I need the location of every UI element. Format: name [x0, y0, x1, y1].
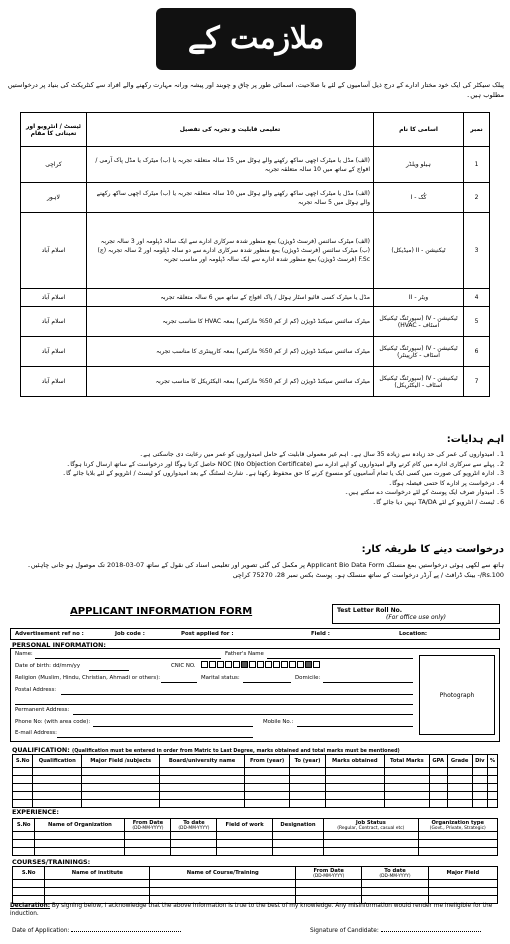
table-row — [13, 888, 498, 896]
cnic-digit-box[interactable] — [209, 661, 216, 668]
table-input-cell[interactable] — [290, 784, 325, 792]
table-input-cell[interactable] — [447, 792, 472, 800]
office-use-label: (For office use only) — [386, 614, 446, 621]
father-name-label: Father's Name — [225, 651, 264, 657]
header-sublabel: (Govt., Private, Strategic) — [429, 825, 486, 831]
father-name-input[interactable] — [267, 658, 413, 659]
header-label: S.No — [15, 758, 30, 764]
table-header-row — [13, 867, 498, 880]
table-input-cell[interactable] — [447, 776, 472, 784]
cnic-digit-box[interactable] — [297, 661, 304, 668]
jobs-header-row — [21, 113, 490, 147]
candidate-signature — [310, 928, 481, 934]
header-label: Grade — [450, 758, 469, 764]
table-input-cell[interactable] — [33, 768, 82, 776]
table-input-cell[interactable] — [82, 800, 160, 808]
job-location: کراچی — [21, 147, 87, 183]
table-input-cell[interactable] — [428, 888, 497, 896]
header-label: Major Field — [446, 870, 480, 876]
jobs-table — [20, 112, 490, 397]
table-input-cell[interactable] — [272, 840, 323, 848]
name-label: Name: — [15, 651, 33, 657]
job-post-name: ٹیکنیشن - IV (سپورٹنگ ٹیکنیکل اسٹاف - HVAC) — [374, 307, 464, 337]
job-number: 4 — [464, 289, 490, 307]
apply-heading: درخواست دینے کا طریقہ کار: — [361, 544, 504, 555]
table-input-cell[interactable] — [244, 776, 289, 784]
qualification-heading-text: QUALIFICATION: — [12, 746, 70, 754]
experience-heading: EXPERIENCE: — [12, 808, 59, 816]
table-input-cell[interactable] — [487, 776, 497, 784]
courses-table — [12, 866, 498, 904]
table-input-cell[interactable] — [325, 768, 384, 776]
table-input-cell[interactable] — [384, 800, 429, 808]
table-header-cell — [447, 755, 472, 768]
table-input-cell[interactable] — [82, 768, 160, 776]
table-header-row — [13, 819, 498, 832]
header-sublabel: (DD-MM-YYYY) — [178, 825, 210, 831]
table-input-cell[interactable] — [125, 848, 171, 856]
table-input-cell[interactable] — [272, 832, 323, 840]
table-input-cell[interactable] — [13, 800, 33, 808]
table-input-cell[interactable] — [160, 784, 245, 792]
note-item: 1۔ امیدواروں کی عمر کی حد زیادہ سے زیادہ 35 سال ہے۔ اہم غیر معمولی قابلیت کے حامل امیدواروں کو عمر میں رعایت دی جاسکتی ہے۔ — [139, 451, 504, 458]
cnic-digit-box[interactable] — [233, 661, 240, 668]
header-label: To (year) — [294, 758, 321, 764]
table-header-cell — [296, 867, 362, 880]
table-input-cell[interactable] — [290, 776, 325, 784]
job-location: اسلام آباد — [21, 307, 87, 337]
table-input-cell[interactable] — [45, 888, 150, 896]
table-input-cell[interactable] — [13, 792, 33, 800]
personal-heading: PERSONAL INFORMATION: — [12, 641, 106, 649]
job-post-name: ٹیکنیشن - II (میڈیکل) — [374, 213, 464, 289]
table-row — [13, 832, 498, 840]
date-input[interactable] — [71, 931, 181, 932]
table-input-cell[interactable] — [418, 848, 497, 856]
table-input-cell[interactable] — [472, 784, 487, 792]
table-input-cell[interactable] — [429, 784, 447, 792]
domicile-label: Domicile: — [295, 675, 321, 681]
declaration-text: By signing below, I acknowledge that the above information is true to the best of my knowledge. Any misinformation would render me ineligible for the induction. — [10, 903, 493, 917]
col-no: نمبر — [464, 113, 490, 147]
table-input-cell[interactable] — [418, 832, 497, 840]
table-row — [13, 776, 498, 784]
table-header-cell — [472, 755, 487, 768]
table-row — [13, 792, 498, 800]
table-input-cell[interactable] — [429, 768, 447, 776]
religion-input[interactable] — [161, 682, 197, 683]
job-post-name: ٹیکنیشن - IV (سپورٹنگ ٹیکنیکل اسٹاف - کارپینٹر) — [374, 337, 464, 367]
table-input-cell[interactable] — [487, 768, 497, 776]
table-header-cell — [125, 819, 171, 832]
table-input-cell[interactable] — [82, 784, 160, 792]
header-label: Marks obtained — [332, 758, 378, 764]
header-label: Designation — [280, 822, 316, 828]
table-input-cell[interactable] — [487, 784, 497, 792]
table-input-cell[interactable] — [447, 768, 472, 776]
table-header-cell — [35, 819, 125, 832]
table-header-cell — [429, 755, 447, 768]
header-label: Field of work — [225, 822, 264, 828]
permanent-label: Permanent Address: — [15, 707, 70, 713]
table-input-cell[interactable] — [13, 784, 33, 792]
postal-label: Postal Address: — [15, 687, 57, 693]
cnic-digit-box[interactable] — [257, 661, 264, 668]
table-input-cell[interactable] — [487, 792, 497, 800]
table-input-cell[interactable] — [428, 880, 497, 888]
job-row — [21, 307, 490, 337]
job-location: اسلام آباد — [21, 337, 87, 367]
table-row — [13, 840, 498, 848]
job-qualification: مڈل یا میٹرک کسی فائیو اسٹار ہوٹل / پاک افواج کے ساتھ میں 6 سالہ متعلقہ تجربہ — [87, 289, 374, 307]
job-qualification: (الف) میٹرک سائنس (فرسٹ ڈویژن) بمع منظور شدہ سرکاری ادارے سے ایک سالہ ڈپلومہ اور 3 سالہ تجربہ (ب) میٹرک سائنس (فرسٹ ڈویژن) بمع منظور شدہ سرکاری ادارے سے دو سالہ ڈپلومہ اور 2 سالہ تجربہ (ج) F.Sc (فرسٹ ڈویژن) بمع منظور شدہ ادارے سے ایک سالہ ڈپلومہ اور مناسب تجربہ — [87, 213, 374, 289]
table-input-cell[interactable] — [418, 840, 497, 848]
table-header-row — [13, 755, 498, 768]
personal-info-box — [10, 648, 500, 742]
table-header-cell — [13, 867, 45, 880]
table-input-cell[interactable] — [325, 784, 384, 792]
table-header-cell — [325, 755, 384, 768]
col-place: ٹیسٹ / انٹرویو اور تعیناتی کا مقام — [21, 113, 87, 147]
header-label: To date — [384, 867, 406, 874]
field-field[interactable]: Field : — [311, 631, 330, 637]
header-label: Name of Organization — [47, 822, 112, 828]
notes-heading: اہم ہدایات: — [446, 434, 504, 445]
table-row — [13, 784, 498, 792]
note-item: 2۔ پہلے سے سرکاری ادارے میں کام کرنے والے امیدواروں کو اپنے ادارے سے (No Objection Certificate) NOC حاصل کرنا ہوگا اور درخواست کے ساتھ ارسال کرنا ہوگا۔ — [66, 460, 504, 468]
signature-label: Signature of Candidate: — [310, 928, 379, 934]
table-header-cell — [428, 867, 497, 880]
signature-input[interactable] — [381, 931, 481, 932]
table-input-cell[interactable] — [429, 792, 447, 800]
job-number: 2 — [464, 183, 490, 213]
table-input-cell[interactable] — [429, 776, 447, 784]
email-label: E-mail Address: — [15, 730, 57, 736]
table-input-cell[interactable] — [82, 792, 160, 800]
table-input-cell[interactable] — [384, 784, 429, 792]
job-post-name: ٹیکنیشن - IV (سپورٹنگ ٹیکنیکل اسٹاف - الیکٹریکل) — [374, 367, 464, 397]
header-sublabel: (Regular, Contract, casual etc) — [337, 825, 405, 831]
mobile-label: Mobile No.: — [263, 719, 294, 725]
job-qualification: میٹرک سائنس سیکنڈ ڈویژن (کم از کم 50% مارکس) بمعہ کارپینٹری کا مناسب تجربہ — [87, 337, 374, 367]
table-input-cell[interactable] — [13, 848, 35, 856]
cnic-digit-box[interactable] — [273, 661, 280, 668]
job-advertisement-page — [6, 4, 504, 940]
table-row — [13, 880, 498, 888]
table-input-cell[interactable] — [362, 888, 428, 896]
table-header-cell — [13, 819, 35, 832]
cnic-digit-box[interactable] — [265, 661, 272, 668]
job-row — [21, 337, 490, 367]
header-label: Job Status — [355, 819, 386, 826]
table-input-cell[interactable] — [13, 888, 45, 896]
cnic-label: CNIC NO. — [171, 663, 196, 669]
job-code-field[interactable]: Job code : — [115, 631, 145, 637]
job-row — [21, 289, 490, 307]
table-input-cell[interactable] — [384, 792, 429, 800]
cnic-digit-box[interactable] — [289, 661, 296, 668]
header-label: Board/university name — [168, 758, 236, 764]
email-input[interactable] — [57, 737, 253, 738]
note-item: 6۔ ٹیسٹ / انٹرویو کے لئے TA/DA نہیں دیا جائے گا۔ — [372, 498, 504, 506]
table-input-cell[interactable] — [33, 792, 82, 800]
header-label: Name of Course/Training — [186, 870, 259, 876]
table-input-cell[interactable] — [171, 848, 217, 856]
cnic-digit-box[interactable] — [305, 661, 312, 668]
religion-label: Religion (Muslim, Hindu, Christian, Ahmadi or others): — [15, 675, 161, 681]
job-location: اسلام آباد — [21, 289, 87, 307]
note-item: 3۔ ادارہ انٹرویو کی صورت میں کسی ایک یا تمام آسامیوں کو منسوخ کرنے کا حق محفوظ رکھتا ہے۔ شارٹ لسٹنگ کے بعد امیدواروں کو ٹیسٹ / انٹرویو کے لئے بلایا جائے گا۔ — [62, 470, 504, 477]
table-input-cell[interactable] — [150, 880, 296, 888]
job-number: 6 — [464, 337, 490, 367]
table-header-cell — [290, 755, 325, 768]
declaration — [10, 902, 500, 918]
table-input-cell[interactable] — [290, 800, 325, 808]
table-input-cell[interactable] — [244, 768, 289, 776]
table-input-cell[interactable] — [324, 848, 418, 856]
job-row — [21, 147, 490, 183]
courses-heading: COURSES/TRAININGS: — [12, 858, 91, 866]
declaration-label: Declaration: — [10, 903, 51, 909]
header-label: From Date — [313, 867, 344, 874]
table-input-cell[interactable] — [33, 784, 82, 792]
header-label: From (year) — [250, 758, 285, 764]
job-location: اسلام آباد — [21, 213, 87, 289]
table-input-cell[interactable] — [384, 776, 429, 784]
table-input-cell[interactable] — [290, 768, 325, 776]
table-input-cell[interactable] — [429, 800, 447, 808]
table-input-cell[interactable] — [171, 832, 217, 840]
table-header-cell — [160, 755, 245, 768]
table-input-cell[interactable] — [125, 832, 171, 840]
form-title: APPLICANT INFORMATION FORM — [70, 606, 253, 617]
header-sublabel: (DD-MM-YYYY) — [132, 825, 164, 831]
table-header-cell — [418, 819, 497, 832]
qualification-heading — [12, 746, 400, 754]
table-input-cell[interactable] — [13, 880, 45, 888]
job-number: 1 — [464, 147, 490, 183]
note-item: 4۔ درخواست پر ادارے کا حتمی فیصلہ ہوگا۔ — [388, 479, 504, 487]
table-input-cell[interactable] — [244, 800, 289, 808]
table-input-cell[interactable] — [217, 840, 272, 848]
qualification-note: (Qualification must be entered in order from Matric to Last Degree, marks obtained and total marks must be mentioned) — [72, 749, 400, 754]
header-label: Organization type — [431, 819, 485, 826]
header-label: S.No — [21, 870, 36, 876]
table-input-cell[interactable] — [33, 776, 82, 784]
job-post-name: کُک - I — [374, 183, 464, 213]
table-header-cell — [150, 867, 296, 880]
col-post: اسامی کا نام — [374, 113, 464, 147]
table-input-cell[interactable] — [125, 840, 171, 848]
table-input-cell[interactable] — [160, 792, 245, 800]
table-input-cell[interactable] — [171, 840, 217, 848]
advert-ref-field[interactable]: Advertisement ref no : — [15, 631, 84, 637]
table-input-cell[interactable] — [13, 768, 33, 776]
job-post-name: ہیلو ویلڈر — [374, 147, 464, 183]
experience-table — [12, 818, 498, 856]
mobile-input[interactable] — [297, 726, 413, 727]
table-input-cell[interactable] — [272, 848, 323, 856]
table-input-cell[interactable] — [160, 768, 245, 776]
location-field[interactable]: Location: — [399, 631, 428, 637]
header-label: To date — [183, 819, 205, 826]
job-row — [21, 183, 490, 213]
phone-input[interactable] — [93, 726, 253, 727]
table-input-cell[interactable] — [325, 800, 384, 808]
table-header-cell — [362, 867, 428, 880]
qualification-table — [12, 754, 498, 808]
job-qualification: میٹرک سائنس سیکنڈ ڈویژن (کم از کم 50% مارکس) بمعہ HVAC کا مناسب تجربہ — [87, 307, 374, 337]
table-header-cell — [13, 755, 33, 768]
header-label: GPA — [432, 758, 444, 764]
roll-number-box — [332, 604, 500, 624]
table-header-cell — [171, 819, 217, 832]
table-input-cell[interactable] — [13, 776, 33, 784]
table-input-cell[interactable] — [244, 792, 289, 800]
table-input-cell[interactable] — [447, 784, 472, 792]
table-header-cell — [45, 867, 150, 880]
job-qualification: (الف) مڈل یا میٹرک اچھی ساکھ رکھنے والے ہوٹل میں 10 سالہ متعلقہ تجربہ یا (ب) میٹرک اچھی ساکھ رکھنے والے ہوٹل میں 5 سالہ تجربہ — [87, 183, 374, 213]
table-row — [13, 768, 498, 776]
job-qualification: میٹرک سائنس سیکنڈ ڈویژن (کم از کم 50% مارکس) بمعہ الیکٹریکل کا مناسب تجربہ — [87, 367, 374, 397]
header-label: Qualification — [38, 758, 76, 764]
marital-input[interactable] — [243, 682, 291, 683]
photograph-box[interactable]: Photograph — [419, 655, 495, 735]
cnic-digit-box[interactable] — [217, 661, 224, 668]
table-input-cell[interactable] — [290, 792, 325, 800]
header-label: % — [489, 758, 496, 764]
cnic-digit-box[interactable] — [225, 661, 232, 668]
table-input-cell[interactable] — [384, 768, 429, 776]
post-applied-field[interactable]: Post applied for : — [181, 631, 234, 637]
advert-ref-row — [10, 628, 500, 640]
table-input-cell[interactable] — [217, 832, 272, 840]
table-header-cell — [324, 819, 418, 832]
table-input-cell[interactable] — [244, 784, 289, 792]
table-input-cell[interactable] — [487, 800, 497, 808]
header-label: From Date — [132, 819, 164, 826]
intro-text: پبلک سیکٹر کی ایک خود مختار ادارے کے درج ذیل آسامیوں کے لئے با صلاحیت، اسمائی طور پر چاق و چوبند اور پیشہ ورانہ مہارت رکھنے والے افراد سے کنٹریکٹ کی بنیاد پر درخواستیں مطلوب ہیں۔ — [7, 81, 504, 99]
table-header-cell — [384, 755, 429, 768]
job-number: 5 — [464, 307, 490, 337]
table-input-cell[interactable] — [362, 880, 428, 888]
job-row — [21, 213, 490, 289]
job-qualification: (الف) مڈل یا میٹرک اچھی ساکھ رکھنے والے ہوٹل میں 15 سالہ متعلقہ تجربہ یا (ب) میٹرک یا مڈل پاک آرمی / افواج کے ساتھ میں 10 سالہ متعلقہ تجربہ — [87, 147, 374, 183]
permanent-input[interactable] — [73, 714, 413, 715]
apply-text: ہاتھ سے لکھی ہوئی درخواستیں بمع منسلک Applicant Bio Data Form پر مکمل کی گئی تصویر اور تعلیمی اسناد کی نقول کے ساتھ 07-03-2018 تک موصول ہو جانی چاہئیں۔ Rs.100/- بینک ڈرافٹ / پے آرڈر درخواست کے ساتھ منسلک ہو۔ پوسٹ بکس نمبر 28، 75270 کراچی — [27, 561, 504, 579]
date-of-application — [12, 928, 181, 934]
table-row — [13, 800, 498, 808]
table-input-cell[interactable] — [35, 832, 125, 840]
table-header-cell — [82, 755, 160, 768]
table-input-cell[interactable] — [472, 792, 487, 800]
table-input-cell[interactable] — [33, 800, 82, 808]
table-input-cell[interactable] — [324, 832, 418, 840]
job-number: 7 — [464, 367, 490, 397]
postal-input-line2[interactable] — [15, 704, 413, 705]
table-header-cell — [244, 755, 289, 768]
table-input-cell[interactable] — [447, 800, 472, 808]
table-header-cell — [217, 819, 272, 832]
table-input-cell[interactable] — [217, 848, 272, 856]
header-label: Div — [475, 758, 485, 764]
job-location: اسلام آباد — [21, 367, 87, 397]
header-label: Name of institute — [71, 870, 123, 876]
domicile-input[interactable] — [323, 682, 413, 683]
table-header-cell — [272, 819, 323, 832]
table-input-cell[interactable] — [13, 840, 35, 848]
table-input-cell[interactable] — [160, 776, 245, 784]
table-input-cell[interactable] — [82, 776, 160, 784]
table-input-cell[interactable] — [160, 800, 245, 808]
banner-title: ملازمت کے مواقع — [156, 8, 356, 70]
table-input-cell[interactable] — [472, 776, 487, 784]
header-label: Major Field /subjects — [90, 758, 152, 764]
table-input-cell[interactable] — [45, 880, 150, 888]
name-input[interactable] — [35, 658, 221, 659]
cnic-digit-box[interactable] — [201, 661, 208, 668]
table-input-cell[interactable] — [150, 888, 296, 896]
table-input-cell[interactable] — [472, 800, 487, 808]
table-header-cell — [487, 755, 497, 768]
header-sublabel: (DD-MM-YYYY) — [313, 873, 345, 879]
job-post-name: ویٹر - II — [374, 289, 464, 307]
notes-list — [6, 450, 504, 507]
roll-label: Test Letter Roll No. — [337, 607, 403, 614]
table-input-cell[interactable] — [324, 840, 418, 848]
job-location: لاہور — [21, 183, 87, 213]
dob-label: Date of birth: dd/mm/yy — [15, 663, 81, 669]
table-input-cell[interactable] — [325, 776, 384, 784]
header-label: Total Marks — [389, 758, 424, 764]
date-label: Date of Application: — [12, 928, 70, 934]
phone-label: Phone No: (with area code): — [15, 719, 91, 725]
header-label: S.No — [16, 822, 31, 828]
cnic-digit-box[interactable] — [249, 661, 256, 668]
table-input-cell[interactable] — [296, 888, 362, 896]
cnic-digit-box[interactable] — [313, 661, 320, 668]
table-row — [13, 848, 498, 856]
table-input-cell[interactable] — [35, 840, 125, 848]
table-input-cell[interactable] — [472, 768, 487, 776]
job-number: 3 — [464, 213, 490, 289]
table-input-cell[interactable] — [325, 792, 384, 800]
cnic-digit-box[interactable] — [281, 661, 288, 668]
note-item: 5۔ امیدوار صرف ایک پوسٹ کے لئے درخواست دے سکتے ہیں۔ — [344, 489, 504, 496]
dob-input[interactable] — [89, 670, 129, 671]
table-header-cell — [33, 755, 82, 768]
table-input-cell[interactable] — [13, 832, 35, 840]
marital-label: Marital status: — [201, 675, 240, 681]
col-qualification: تعلیمی قابلیت و تجربہ کی تفصیل — [87, 113, 374, 147]
table-input-cell[interactable] — [35, 848, 125, 856]
table-input-cell[interactable] — [296, 880, 362, 888]
job-row — [21, 367, 490, 397]
header-sublabel: (DD-MM-YYYY) — [379, 873, 411, 879]
applicant-form — [10, 602, 500, 940]
cnic-digit-box[interactable] — [241, 661, 248, 668]
postal-input[interactable] — [61, 694, 413, 695]
